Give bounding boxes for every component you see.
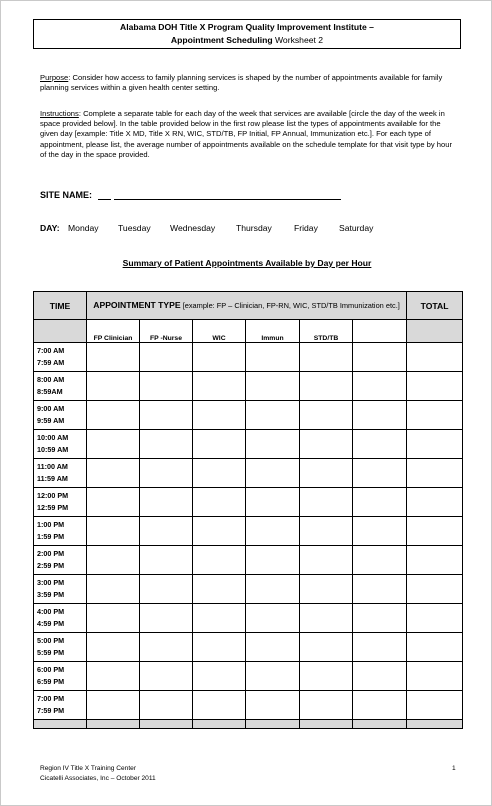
title-line-2-normal: Worksheet 2 (272, 35, 324, 45)
appointment-count-cell[interactable] (87, 459, 140, 488)
appointment-count-cell[interactable] (87, 633, 140, 662)
time-slot-start: 2:00 PM (37, 549, 65, 558)
appointment-count-cell[interactable] (353, 372, 407, 401)
document-title (33, 19, 461, 49)
appointment-count-cell[interactable] (87, 401, 140, 430)
appointment-count-cell[interactable] (193, 459, 246, 488)
appointment-count-cell[interactable] (300, 372, 353, 401)
table-row (34, 662, 463, 691)
title-line-1: Alabama DOH Title X Program Quality Improvement Institute – (120, 22, 374, 32)
table-header-row (34, 292, 463, 320)
appointment-count-cell[interactable] (193, 633, 246, 662)
time-slot-end: 11:59 AM (37, 474, 68, 483)
table-row (34, 459, 463, 488)
title-line-2-bold: Appointment Scheduling (170, 35, 273, 45)
day-saturday[interactable]: Saturday (339, 223, 374, 233)
appointment-count-cell[interactable] (353, 430, 407, 459)
time-slot (34, 691, 87, 720)
appointment-count-cell[interactable] (140, 691, 193, 720)
total-cell[interactable] (407, 343, 463, 372)
instructions-paragraph (40, 109, 454, 160)
time-slot-start: 7:00 PM (37, 694, 65, 703)
appointment-type-row (34, 320, 463, 343)
time-slot-start: 11:00 AM (37, 462, 68, 471)
purpose-paragraph (40, 73, 454, 93)
time-slot (34, 372, 87, 401)
appointment-count-cell[interactable] (140, 459, 193, 488)
time-slot (34, 488, 87, 517)
appointments-table (33, 291, 463, 729)
purpose-text: : Consider how access to family planning services is shaped by the number of appointments available for family planning services within a given health center setting. (40, 73, 443, 93)
appointment-count-cell[interactable] (246, 459, 300, 488)
footer-cell (87, 720, 140, 729)
total-cell[interactable] (407, 488, 463, 517)
appointment-count-cell[interactable] (193, 372, 246, 401)
time-header: TIME (34, 292, 87, 320)
appointment-count-cell[interactable] (193, 546, 246, 575)
appointment-count-cell[interactable] (300, 459, 353, 488)
time-slot-start: 9:00 AM (37, 404, 65, 413)
table-row (34, 691, 463, 720)
footer-line-1: Region IV Title X Training Center (40, 765, 137, 772)
total-cell[interactable] (407, 575, 463, 604)
appointment-count-cell[interactable] (353, 401, 407, 430)
table-row (34, 633, 463, 662)
appointment-count-cell[interactable] (300, 546, 353, 575)
appointment-count-cell[interactable] (353, 488, 407, 517)
appointment-count-cell[interactable] (300, 401, 353, 430)
subheader-std-tb[interactable]: STD/TB (300, 320, 353, 343)
footer-cell (34, 720, 87, 729)
instructions-text: : Complete a separate table for each day of the week that services are available [circle the day of the week in space provided below]. In the table provided below in the first row please list the types of appointments available for the given day [example: Title X MD, Title X RN, WIC, STD/TB, FP Initial, FP Annual, Immunization etc.]. For each type of appointment, please list, the average number of appointments available on the schedule template for that visit type by hour of the day in the space provided. (40, 109, 452, 159)
table-row (34, 430, 463, 459)
appointment-count-cell[interactable] (140, 430, 193, 459)
appointment-count-cell[interactable] (246, 401, 300, 430)
purpose-label: Purpose (40, 73, 69, 82)
time-slot (34, 662, 87, 691)
subheader-fp-clinician[interactable]: FP Clinician (87, 320, 140, 343)
appointment-count-cell[interactable] (353, 459, 407, 488)
total-cell[interactable] (407, 401, 463, 430)
subheader-blank (34, 320, 87, 343)
appointment-count-cell[interactable] (300, 575, 353, 604)
time-slot-start: 8:00 AM (37, 375, 65, 384)
total-cell[interactable] (407, 517, 463, 546)
time-slot (34, 575, 87, 604)
site-name-label: SITE NAME: (40, 190, 93, 200)
table-row (34, 488, 463, 517)
appointment-count-cell[interactable] (140, 401, 193, 430)
appointment-count-cell[interactable] (87, 488, 140, 517)
time-slot (34, 401, 87, 430)
time-slot-end: 1:59 PM (37, 532, 65, 541)
footer-cell (193, 720, 246, 729)
appointment-count-cell[interactable] (87, 604, 140, 633)
time-slot (34, 546, 87, 575)
time-slot-end: 7:59 AM (37, 358, 65, 367)
appointment-count-cell[interactable] (246, 517, 300, 546)
summary-title: Summary of Patient Appointments Available by Day per Hour (122, 258, 372, 268)
appointment-count-cell[interactable] (87, 343, 140, 372)
appointment-count-cell[interactable] (140, 372, 193, 401)
appointment-count-cell[interactable] (87, 575, 140, 604)
appointment-count-cell[interactable] (353, 691, 407, 720)
footer-line-2: Cicatelli Associates, Inc – October 2011 (40, 775, 156, 782)
appointment-count-cell[interactable] (193, 430, 246, 459)
appointment-count-cell[interactable] (300, 343, 353, 372)
time-slot-start: 5:00 PM (37, 636, 65, 645)
time-slot-start: 3:00 PM (37, 578, 65, 587)
appointment-count-cell[interactable] (140, 517, 193, 546)
appointment-count-cell[interactable] (246, 372, 300, 401)
table-row (34, 517, 463, 546)
day-label: DAY: (40, 223, 60, 233)
total-cell[interactable] (407, 372, 463, 401)
site-name-line-short (98, 199, 111, 200)
appointment-count-cell[interactable] (140, 343, 193, 372)
page-number: 1 (452, 765, 456, 772)
appointment-count-cell[interactable] (193, 575, 246, 604)
time-slot-end: 9:59 AM (37, 416, 65, 425)
appointment-count-cell[interactable] (353, 575, 407, 604)
instructions-label: Instructions (40, 109, 79, 118)
appointment-count-cell[interactable] (140, 604, 193, 633)
total-cell[interactable] (407, 691, 463, 720)
time-slot-end: 8:59AM (37, 387, 63, 396)
appointment-count-cell[interactable] (193, 604, 246, 633)
total-cell[interactable] (407, 546, 463, 575)
footer-cell (140, 720, 193, 729)
appointment-count-cell[interactable] (300, 488, 353, 517)
appointment-count-cell[interactable] (87, 691, 140, 720)
appointment-count-cell[interactable] (246, 662, 300, 691)
appointment-count-cell[interactable] (246, 604, 300, 633)
total-cell[interactable] (407, 662, 463, 691)
footer (40, 764, 156, 784)
appointment-count-cell[interactable] (353, 662, 407, 691)
time-slot-end: 12:59 PM (37, 503, 69, 512)
appointment-count-cell[interactable] (193, 488, 246, 517)
appointment-count-cell[interactable] (353, 604, 407, 633)
appointment-type-example: [example: FP – Clinician, FP-RN, WIC, STD/TB Immunization etc.] (180, 301, 400, 310)
appointment-count-cell[interactable] (300, 430, 353, 459)
appointment-count-cell[interactable] (140, 488, 193, 517)
time-slot (34, 459, 87, 488)
time-slot-start: 6:00 PM (37, 665, 65, 674)
appointment-count-cell[interactable] (300, 633, 353, 662)
appointment-count-cell[interactable] (87, 517, 140, 546)
appointment-count-cell[interactable] (246, 575, 300, 604)
appointment-count-cell[interactable] (300, 691, 353, 720)
appointment-count-cell[interactable] (300, 604, 353, 633)
appointment-count-cell[interactable] (353, 546, 407, 575)
table-row (34, 372, 463, 401)
appointment-type-header (87, 292, 407, 320)
appointment-count-cell[interactable] (193, 343, 246, 372)
appointment-count-cell[interactable] (140, 546, 193, 575)
appointment-count-cell[interactable] (246, 430, 300, 459)
time-slot-end: 2:59 PM (37, 561, 65, 570)
time-slot-start: 1:00 PM (37, 520, 65, 529)
appointment-count-cell[interactable] (246, 633, 300, 662)
time-slot (34, 604, 87, 633)
footer-cell (300, 720, 353, 729)
footer-cell (353, 720, 407, 729)
site-name-field[interactable] (114, 199, 341, 200)
appointment-count-cell[interactable] (246, 488, 300, 517)
subheader-immun[interactable]: Immun (246, 320, 300, 343)
time-slot-start: 7:00 AM (37, 346, 65, 355)
footer-cell (407, 720, 463, 729)
appointment-count-cell[interactable] (193, 401, 246, 430)
time-slot-start: 12:00 PM (37, 491, 69, 500)
appointment-count-cell[interactable] (87, 662, 140, 691)
appointment-count-cell[interactable] (246, 343, 300, 372)
time-slot (34, 430, 87, 459)
appointment-count-cell[interactable] (193, 662, 246, 691)
time-slot-end: 5:59 PM (37, 648, 65, 657)
appointment-count-cell[interactable] (353, 517, 407, 546)
time-slot (34, 633, 87, 662)
time-slot-start: 4:00 PM (37, 607, 65, 616)
time-slot (34, 343, 87, 372)
time-slot (34, 517, 87, 546)
appointment-count-cell[interactable] (140, 662, 193, 691)
time-slot-end: 4:59 PM (37, 619, 65, 628)
total-cell[interactable] (407, 459, 463, 488)
time-slot-end: 3:59 PM (37, 590, 65, 599)
time-slot-start: 10:00 AM (37, 433, 69, 442)
table-row (34, 604, 463, 633)
appointment-count-cell[interactable] (300, 517, 353, 546)
appointment-count-cell[interactable] (246, 691, 300, 720)
footer-cell (246, 720, 300, 729)
subheader-wic[interactable]: WIC (193, 320, 246, 343)
time-slot-end: 6:59 PM (37, 677, 65, 686)
time-slot-end: 10:59 AM (37, 445, 69, 454)
appointment-count-cell[interactable] (87, 430, 140, 459)
appointment-count-cell[interactable] (140, 633, 193, 662)
day-wednesday[interactable]: Wednesday (170, 223, 216, 233)
table-footer-row (34, 720, 463, 729)
appointment-count-cell[interactable] (87, 546, 140, 575)
appointment-count-cell[interactable] (140, 575, 193, 604)
table-row (34, 546, 463, 575)
total-cell[interactable] (407, 604, 463, 633)
table-row (34, 401, 463, 430)
subheader-extra[interactable] (353, 320, 407, 343)
appointment-count-cell[interactable] (300, 662, 353, 691)
table-row (34, 575, 463, 604)
appointment-count-cell[interactable] (193, 517, 246, 546)
subheader-fp-nurse[interactable]: FP -Nurse (140, 320, 193, 343)
day-friday[interactable]: Friday (294, 223, 318, 233)
appointment-count-cell[interactable] (246, 546, 300, 575)
day-tuesday[interactable]: Tuesday (118, 223, 151, 233)
day-monday[interactable]: Monday (68, 223, 99, 233)
appointment-count-cell[interactable] (87, 372, 140, 401)
appointment-type-header-bold: APPOINTMENT TYPE (93, 300, 181, 310)
table-row (34, 343, 463, 372)
subheader-total-blank (407, 320, 463, 343)
total-cell[interactable] (407, 633, 463, 662)
appointment-count-cell[interactable] (353, 343, 407, 372)
total-cell[interactable] (407, 430, 463, 459)
time-slot-end: 7:59 PM (37, 706, 65, 715)
day-thursday[interactable]: Thursday (236, 223, 272, 233)
appointment-count-cell[interactable] (193, 691, 246, 720)
total-header: TOTAL (407, 292, 463, 320)
appointment-count-cell[interactable] (353, 633, 407, 662)
